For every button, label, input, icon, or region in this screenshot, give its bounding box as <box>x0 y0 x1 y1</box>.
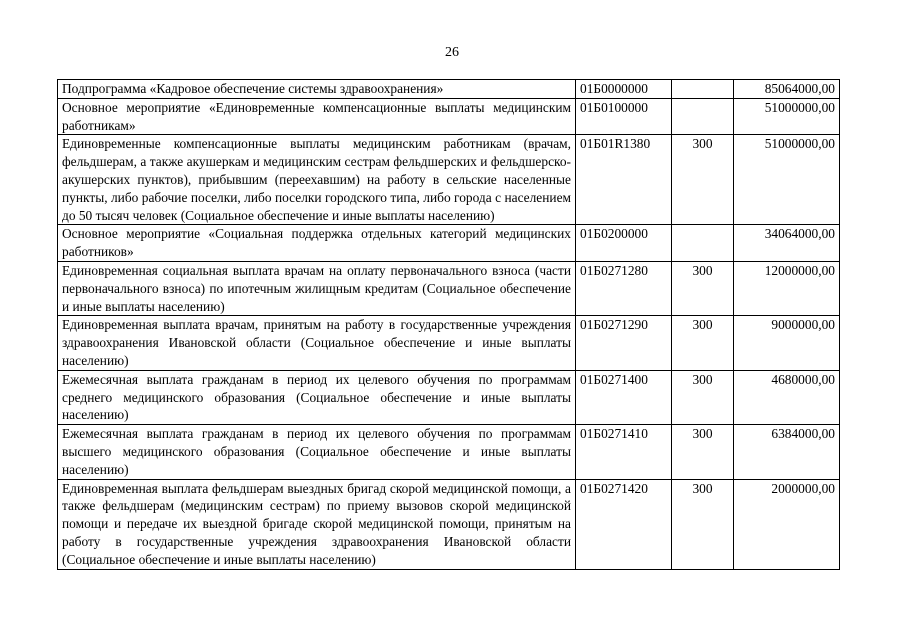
table-row <box>58 225 840 262</box>
table-row <box>58 425 840 479</box>
row-code-cell: 01Б01R1380 <box>576 135 672 225</box>
row-sum-cell: 2000000,00 <box>734 479 840 569</box>
row-code-cell: 01Б0271420 <box>576 479 672 569</box>
row-name-cell: Подпрограмма «Кадровое обеспечение системы здравоохранения» <box>58 80 576 99</box>
page-number: 26 <box>445 45 459 60</box>
budget-table-body <box>58 80 840 570</box>
row-code-cell: 01Б0100000 <box>576 98 672 135</box>
row-sum-cell: 51000000,00 <box>734 135 840 225</box>
row-name-cell: Единовременные компенсационные выплаты медицинским работникам (врачам, фельдшерам, а также акушеркам и медицинским сестрам фельдшерских и фельдшерско-акушерских пунктов), прибывшим (переехавшим) на работу в сельские населенные пункты, либо рабочие поселки, либо поселки городского типа, либо города с населением до 50 тысяч человек (Социальное обеспечение и иные выплаты населению) <box>58 135 576 225</box>
row-name-cell: Ежемесячная выплата гражданам в период их целевого обучения по программам среднего медицинского образования (Социальное обеспечение и иные выплаты населению) <box>58 370 576 424</box>
row-name-cell: Единовременная социальная выплата врачам на оплату первоначального взноса (части первоначального взноса) по ипотечным жилищным кредитам (Социальное обеспечение и иные выплаты населению) <box>58 261 576 315</box>
row-sum-cell: 51000000,00 <box>734 98 840 135</box>
row-name-cell: Основное мероприятие «Социальная поддержка отдельных категорий медицинских работников» <box>58 225 576 262</box>
row-name-cell: Единовременная выплата врачам, принятым на работу в государственные учреждения здравоохранения Ивановской области (Социальное обеспечение и иные выплаты населению) <box>58 316 576 370</box>
budget-table <box>57 79 840 570</box>
row-name-cell: Основное мероприятие «Единовременные компенсационные выплаты медицинским работникам» <box>58 98 576 135</box>
table-row <box>58 316 840 370</box>
table-row <box>58 261 840 315</box>
row-expense-type-cell: 300 <box>672 261 734 315</box>
row-sum-cell: 34064000,00 <box>734 225 840 262</box>
table-row <box>58 479 840 569</box>
row-expense-type-cell <box>672 225 734 262</box>
row-code-cell: 01Б0000000 <box>576 80 672 99</box>
row-expense-type-cell: 300 <box>672 370 734 424</box>
table-row <box>58 98 840 135</box>
row-expense-type-cell: 300 <box>672 479 734 569</box>
row-code-cell: 01Б0200000 <box>576 225 672 262</box>
row-code-cell: 01Б0271410 <box>576 425 672 479</box>
row-expense-type-cell: 300 <box>672 316 734 370</box>
row-name-cell: Ежемесячная выплата гражданам в период их целевого обучения по программам высшего медицинского образования (Социальное обеспечение и иные выплаты населению) <box>58 425 576 479</box>
row-sum-cell: 12000000,00 <box>734 261 840 315</box>
row-sum-cell: 85064000,00 <box>734 80 840 99</box>
row-expense-type-cell <box>672 98 734 135</box>
row-sum-cell: 6384000,00 <box>734 425 840 479</box>
table-row <box>58 370 840 424</box>
row-sum-cell: 4680000,00 <box>734 370 840 424</box>
table-row <box>58 80 840 99</box>
row-code-cell: 01Б0271290 <box>576 316 672 370</box>
row-code-cell: 01Б0271280 <box>576 261 672 315</box>
row-expense-type-cell <box>672 80 734 99</box>
row-expense-type-cell: 300 <box>672 135 734 225</box>
row-expense-type-cell: 300 <box>672 425 734 479</box>
row-name-cell: Единовременная выплата фельдшерам выездных бригад скорой медицинской помощи, а также фельдшерам (медицинским сестрам) по приему вызовов скорой медицинской помощи и передаче их выездной бригаде скорой медицинской помощи, принятым на работу в государственные учреждения здравоохранения Ивановской области (Социальное обеспечение и иные выплаты населению) <box>58 479 576 569</box>
row-sum-cell: 9000000,00 <box>734 316 840 370</box>
row-code-cell: 01Б0271400 <box>576 370 672 424</box>
table-row <box>58 135 840 225</box>
